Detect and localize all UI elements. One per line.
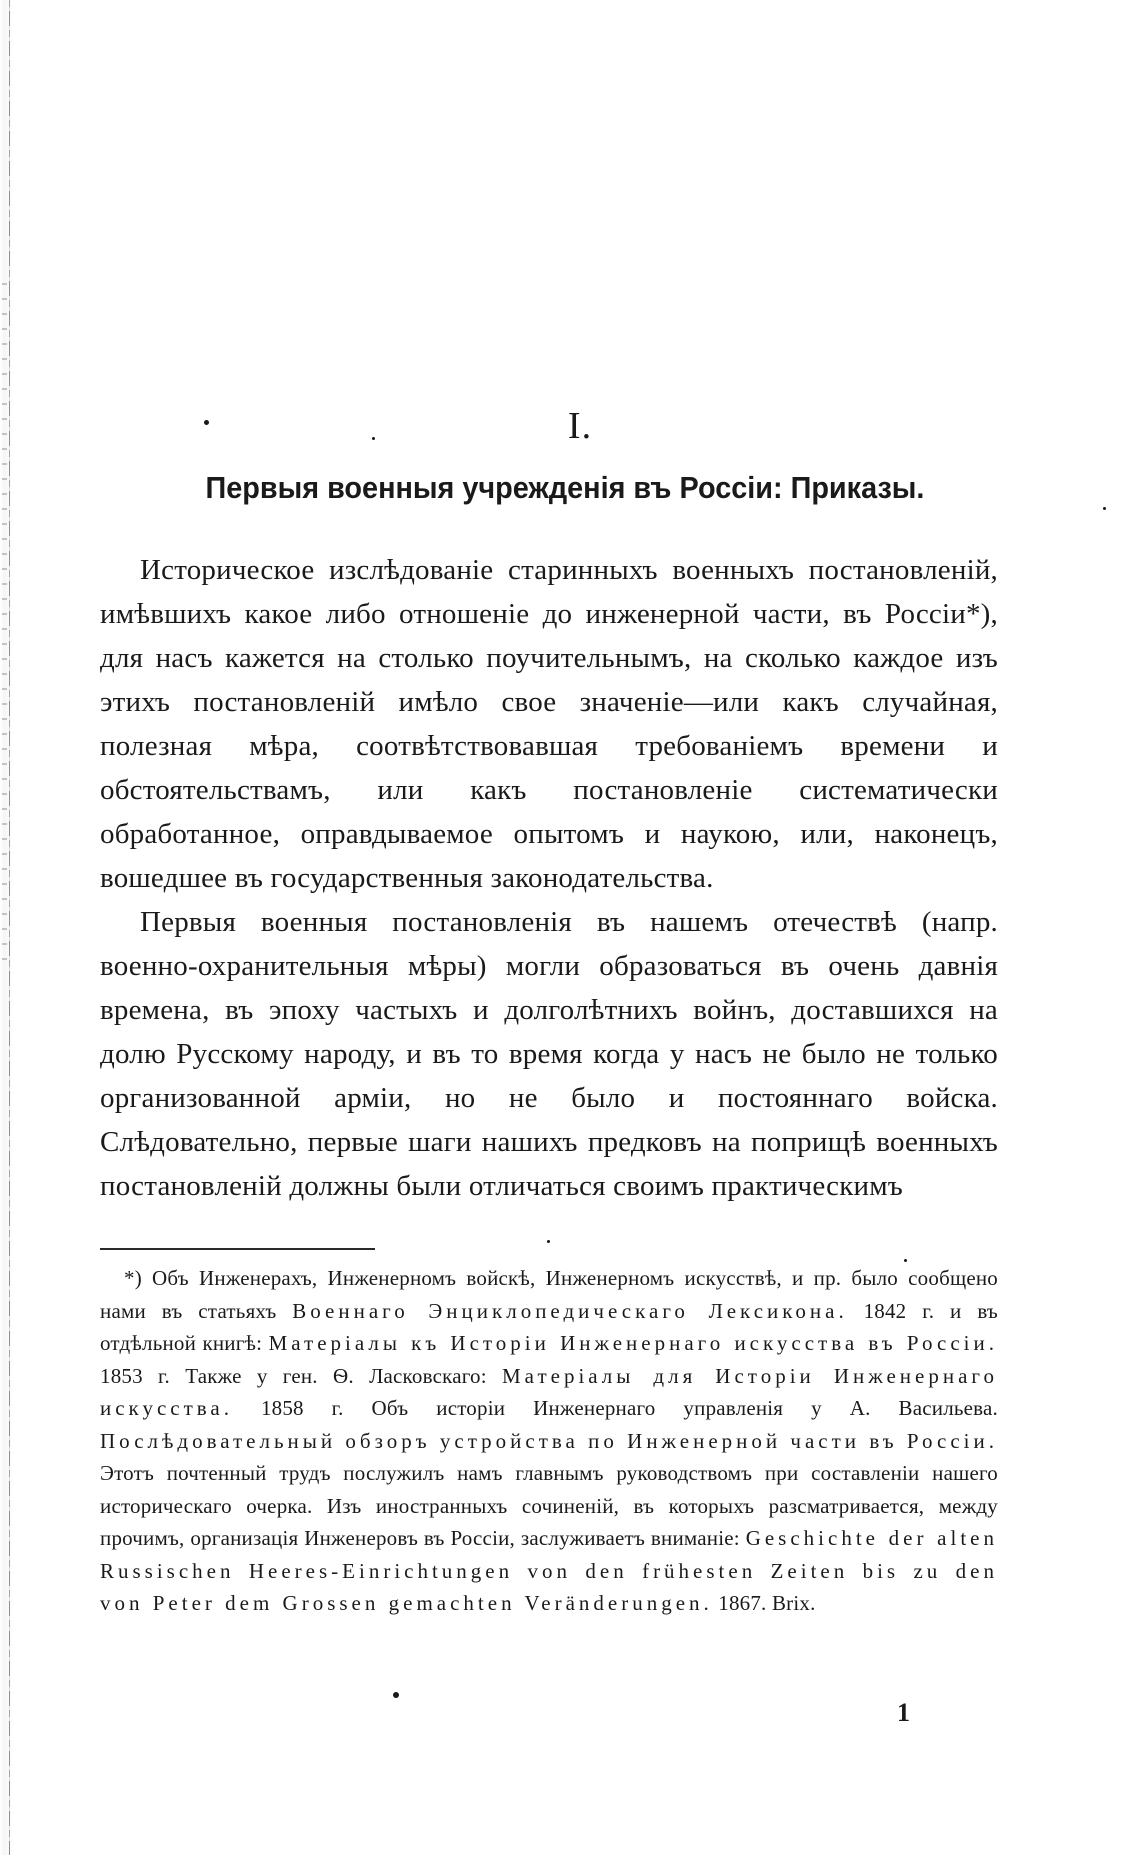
page-number: 1 — [897, 1698, 910, 1727]
footnote-reference-laskovsky: Матеріалы для Исторіи Инженернаго искусства. — [100, 1363, 998, 1420]
ink-speck — [393, 1692, 399, 1698]
footnote-text-3: 1853 г. Также у ген. Ѳ. Ласковскаго: — [100, 1363, 502, 1388]
ink-speck — [1103, 507, 1106, 510]
footnote-text-6: 1867. Brix. — [712, 1591, 816, 1615]
footnote-reference-vasiliev: Послѣдовательный обзоръ устройства по Инженерной части въ Россіи. — [100, 1428, 998, 1453]
chapter-title: Первыя военныя учрежденія въ Россіи: Приказы. — [205, 470, 925, 505]
footnote-text-4: 1858 г. Объ исторіи Инженернаго управленія у А. Васильева. — [233, 1396, 998, 1420]
footnote-text-1: *) Объ Инженерахъ, Инженерномъ войскѣ, Инженерномъ искусствѣ, и пр. было сообщено нами въ статьяхъ — [100, 1266, 998, 1323]
paragraph-2: Первыя военныя постановленія въ нашемъ отечествѣ (напр. военно-охранительныя мѣры) могли образоваться въ очень давнія времена, въ эпоху частыхъ и долголѣтнихъ войнъ, доставшихся на долю Русскому народу, и въ то время когда у насъ не было не только организованной арміи, но не было и постояннаго войска. Слѣдовательно, первые шаги нашихъ предковъ на поприщѣ военныхъ постановленій должны были отличаться своимъ практическимъ — [100, 906, 998, 1202]
binding-line — [9, 0, 10, 1855]
ink-speck — [904, 1259, 907, 1262]
chapter-number: I. — [567, 405, 593, 447]
footnote-separator — [100, 1248, 375, 1250]
ink-speck — [547, 1240, 550, 1243]
footnote-text-5: Этотъ почтенный трудъ послужилъ намъ главнымъ руководствомъ при составленіи нашего историческаго очерка. Изъ иностранныхъ сочиненій, въ которыхъ разсматривается, между прочимъ, организація Инженеровъ въ Россіи, заслуживаетъ вниманіе: — [100, 1461, 998, 1550]
ink-speck — [372, 437, 375, 440]
footnote-reference-brix: Geschichte der alten Russischen Heeres-Einrichtungen von den frühesten Zeiten bis zu den von Peter dem Grossen gemachten Veränderungen. — [100, 1526, 998, 1615]
footnote-reference-lexicon: Военнаго Энциклопедическаго Лексикона. — [292, 1298, 848, 1323]
ink-speck — [204, 420, 209, 425]
footnote-text-2: 1842 г. и въ отдѣльной книгѣ: — [100, 1298, 998, 1355]
binding-specks — [2, 270, 7, 970]
scan-binding-edge — [0, 0, 14, 1855]
footnote-reference-materials: Матеріалы къ Исторіи Инженернаго искусства въ Россіи. — [268, 1331, 998, 1355]
footnote — [100, 1262, 998, 1620]
body-text — [100, 548, 998, 1208]
paragraph-1: Историческое изслѣдованіе старинныхъ военныхъ постановленій, имѣвшихъ какое либо отношеніе до инженерной части, въ Россіи*), для насъ кажется на столько поучительнымъ, на сколько каждое изъ этихъ постановленій имѣло свое значеніе—или какъ случайная, полезная мѣра, соотвѣтствовавшая требованіемъ времени и обстоятельствамъ, или какъ постановленіе систематически обработанное, оправдываемое опытомъ и наукою, или, наконецъ, вошедшее въ государственныя законодательства. — [100, 554, 998, 894]
